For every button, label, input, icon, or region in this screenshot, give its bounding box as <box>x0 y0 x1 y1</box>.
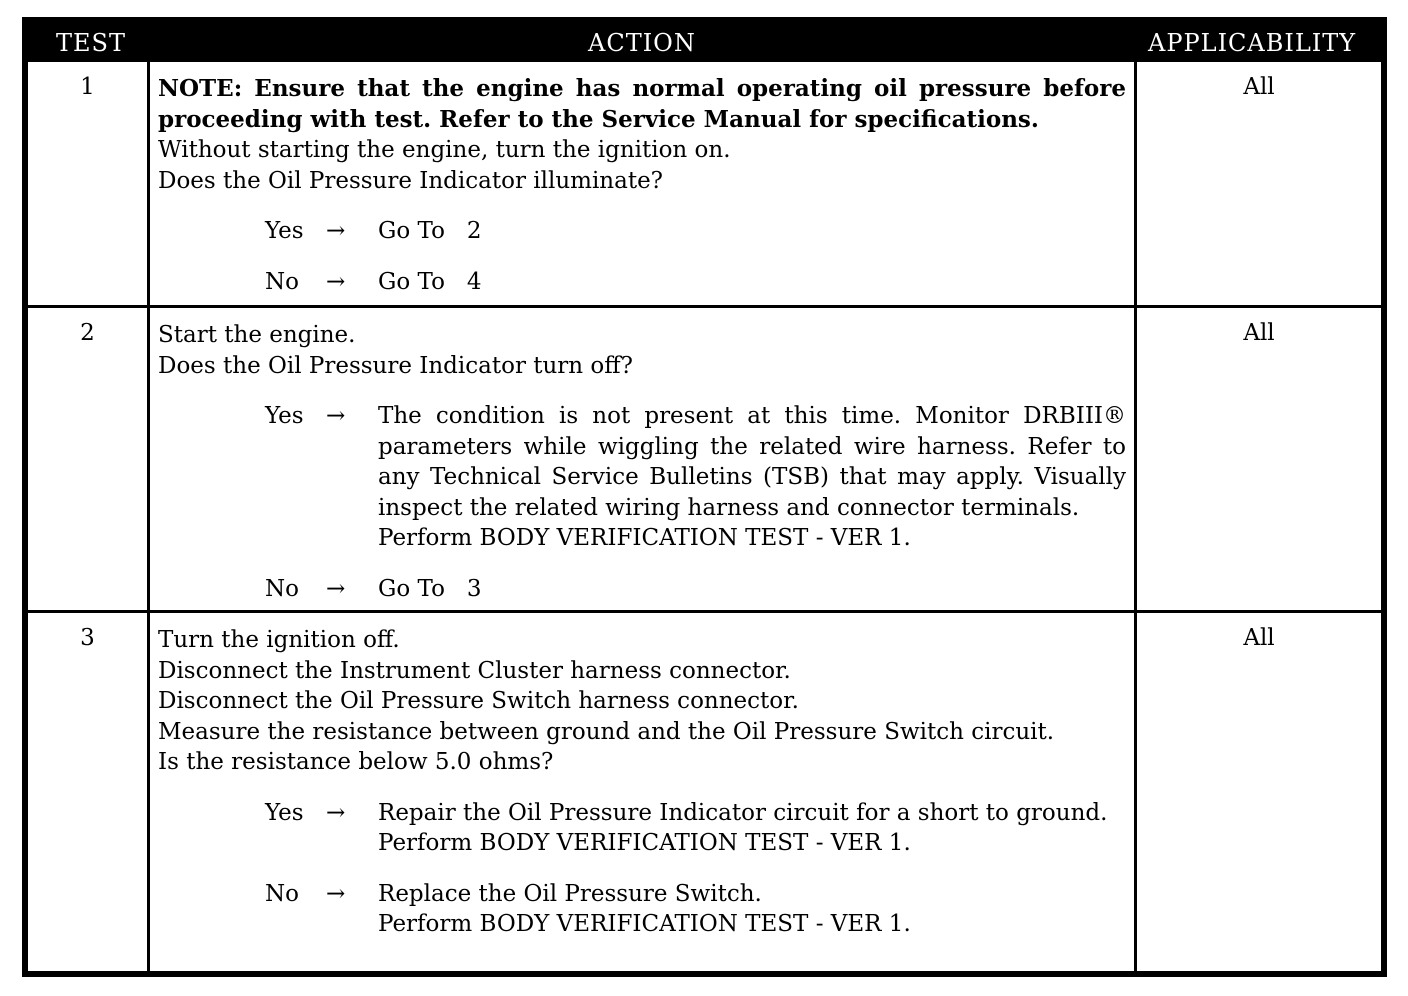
result-text: The condition is not present at this time. Monitor DRBIII® parameters while wiggling the related wire harness. Refer to any Technical Service Bulletins (TSB) that may apply. Visually inspect the related wiring harness and connector terminals. <box>378 403 1126 521</box>
table-header <box>28 23 1381 62</box>
answer-label: No <box>265 268 299 295</box>
action-line: Without starting the engine, turn the ignition on. <box>158 137 731 163</box>
header-applicability: APPLICABILITY <box>1148 29 1357 57</box>
yes-branch <box>158 216 1126 247</box>
yes-branch <box>158 401 1126 554</box>
action-line: Is the resistance below 5.0 ohms? <box>158 749 554 775</box>
no-branch <box>158 574 1126 605</box>
applicability-value: All <box>1243 625 1275 651</box>
arrow-icon: → <box>326 799 346 826</box>
action-line: Does the Oil Pressure Indicator illuminate? <box>158 167 664 194</box>
result-text: Perform BODY VERIFICATION TEST - VER 1. <box>378 830 911 856</box>
result-text: Replace the Oil Pressure Switch. <box>378 880 762 907</box>
action-line: Disconnect the Oil Pressure Switch harness connector. <box>158 688 799 714</box>
action-line: Does the Oil Pressure Indicator turn off? <box>158 352 633 379</box>
arrow-icon: → <box>326 403 346 429</box>
test-number: 3 <box>80 625 95 651</box>
no-branch <box>158 267 1126 298</box>
answer-label: No <box>265 880 299 907</box>
answer-label: No <box>265 575 299 602</box>
applicability-value: All <box>1243 74 1275 100</box>
result-text: Go To 3 <box>378 575 482 602</box>
test-number: 2 <box>80 320 95 346</box>
arrow-icon: → <box>326 880 346 907</box>
test-number: 1 <box>80 74 95 100</box>
result-text: Repair the Oil Pressure Indicator circuit for a short to ground. <box>378 799 1108 826</box>
header-test: TEST <box>56 29 126 57</box>
answer-label: Yes <box>265 403 304 429</box>
arrow-icon: → <box>326 218 346 244</box>
action-line: Measure the resistance between ground and the Oil Pressure Switch circuit. <box>158 718 1055 745</box>
no-branch <box>158 879 1126 940</box>
action-cell <box>158 320 1126 604</box>
diagnostic-table <box>22 17 1387 977</box>
column-divider <box>147 62 150 971</box>
action-cell <box>158 74 1126 297</box>
row-divider <box>28 610 1381 613</box>
result-text: Go To 2 <box>378 218 482 244</box>
yes-branch <box>158 798 1126 859</box>
header-action: ACTION <box>588 29 696 57</box>
column-divider <box>1134 62 1137 971</box>
result-text: Go To 4 <box>378 268 482 295</box>
action-line: Start the engine. <box>158 322 356 348</box>
note-text: NOTE: Ensure that the engine has normal operating oil pressure before proceeding with test. Refer to the Service Manual for specifications. <box>158 75 1126 133</box>
result-text: Perform BODY VERIFICATION TEST - VER 1. <box>378 911 911 937</box>
action-line: Turn the ignition off. <box>158 627 400 653</box>
row-divider <box>28 305 1381 308</box>
arrow-icon: → <box>326 268 346 295</box>
action-cell <box>158 625 1126 940</box>
result-text: Perform BODY VERIFICATION TEST - VER 1. <box>378 525 911 551</box>
action-line: Disconnect the Instrument Cluster harness connector. <box>158 657 791 684</box>
answer-label: Yes <box>265 799 304 826</box>
applicability-value: All <box>1243 320 1275 346</box>
arrow-icon: → <box>326 575 346 602</box>
answer-label: Yes <box>265 218 304 244</box>
